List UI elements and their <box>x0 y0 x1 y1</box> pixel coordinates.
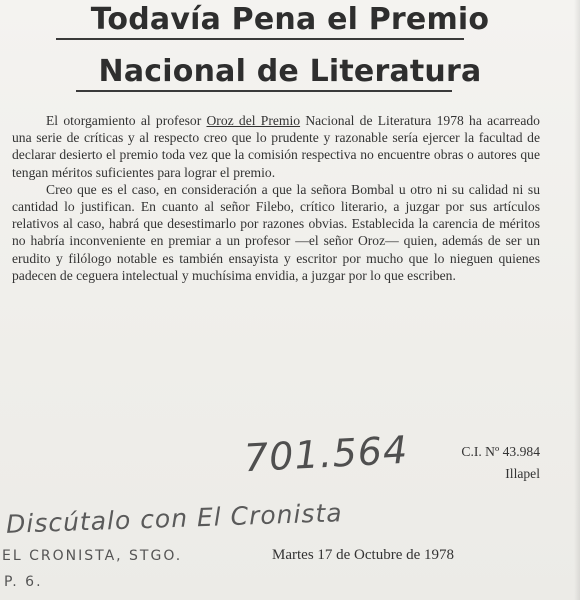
article-body <box>12 112 540 284</box>
handwritten-note: Discútalo con El Cronista <box>5 498 344 539</box>
underlined-name: Oroz del Premio <box>206 113 301 128</box>
source-line-1: EL CRONISTA, STGO. <box>2 548 183 564</box>
paragraph-1 <box>12 112 540 181</box>
paragraph-2: Creo que es el caso, en consideración a que la señora Bombal u otro ni su calidad ni su cantidad lo justifican. En cuanto al señor Filebo, crítico literario, a juzgar por sus artículos relativos al caso, habrá que desestimarlo por razones obvias. Establecida la carencia de méritos no habría inconveniente en premiar a un profesor —el señor Oroz— quien, además de ser un erudito y filólogo notable es también ensayista y escritor por mucho que lo nieguen quienes padecen de ceguera intelectual y muchísima envidia, a juzgar por lo que escriben. <box>12 181 540 283</box>
signature-place: Illapel <box>505 466 540 481</box>
source-line-2: P. 6. <box>4 574 43 590</box>
headline-underline-1 <box>56 38 464 40</box>
dateline: Martes 17 de Octubre de 1978 <box>272 547 455 563</box>
page-edge-shadow <box>574 0 580 600</box>
paragraph-1-intro: El otorgamiento al profesor <box>46 113 207 128</box>
signature-id: C.I. Nº 43.984 <box>461 444 540 459</box>
headline-line-1: Todavía Pena el Premio <box>90 2 490 37</box>
headline-line-2: Nacional de Literatura <box>98 54 482 89</box>
handwritten-number: 701.564 <box>242 427 410 481</box>
headline-underline-2 <box>76 90 452 92</box>
paragraph-1-rest: Nacional de Literatura 1978 ha acarreado una serie de críticas y al respecto creo que lo prudente y razonable sería ejercer la facultad de declarar desierto el premio toda vez que la comisión respectiva no encuentre obras o autores que tengan méritos suficientes para lograr el premio. <box>12 113 540 180</box>
